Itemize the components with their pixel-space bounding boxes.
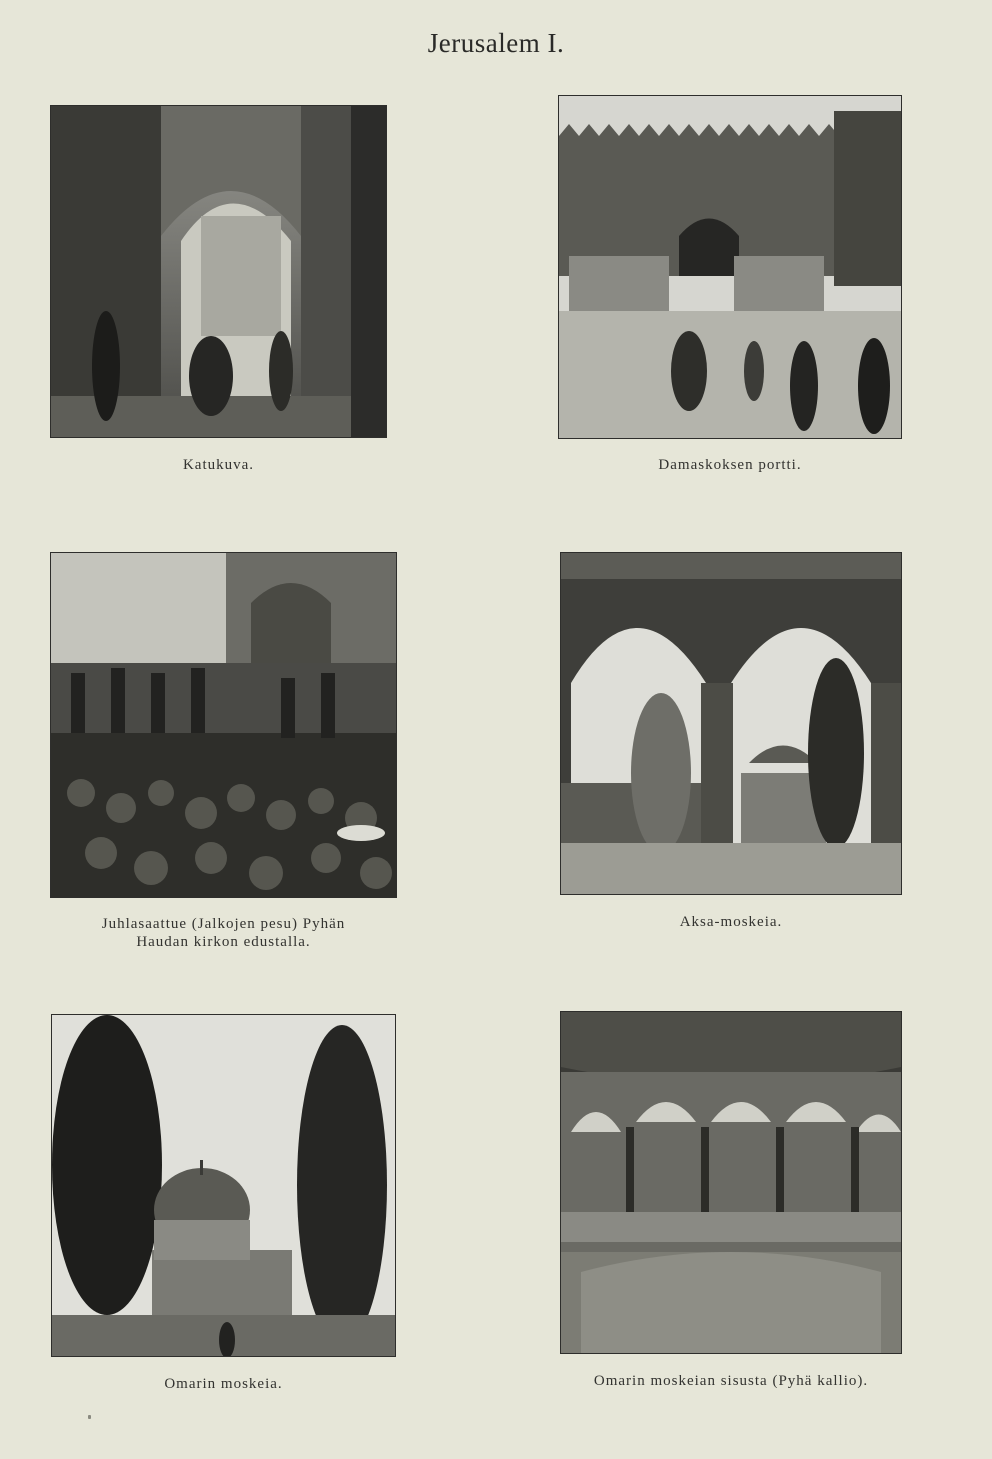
procession-caption-line1: Juhlasaattue (Jalkojen pesu) Pyhän [101, 916, 346, 932]
dome-of-rock-photo [52, 1015, 395, 1356]
mosque-interior-caption: Omarin moskeian sisusta (Pyhä kallio). [593, 1373, 869, 1389]
procession-photo [51, 553, 396, 897]
dome-of-rock-caption: Omarin moskeia. [164, 1376, 283, 1392]
aqsa-mosque-photo [561, 553, 901, 894]
aqsa-mosque-caption: Aksa-moskeia. [679, 914, 783, 930]
procession-caption [51, 915, 396, 951]
street-scene-photo [51, 106, 386, 437]
procession-caption-line2: Haudan kirkon edustalla. [136, 934, 311, 950]
street-scene-caption: Katukuva. [182, 457, 255, 473]
mosque-interior-photo [561, 1012, 901, 1353]
damascus-gate-photo [559, 96, 901, 438]
page-title: Jerusalem I. [427, 28, 565, 58]
paper-speck [88, 1415, 91, 1419]
damascus-gate-caption: Damaskoksen portti. [658, 457, 802, 473]
